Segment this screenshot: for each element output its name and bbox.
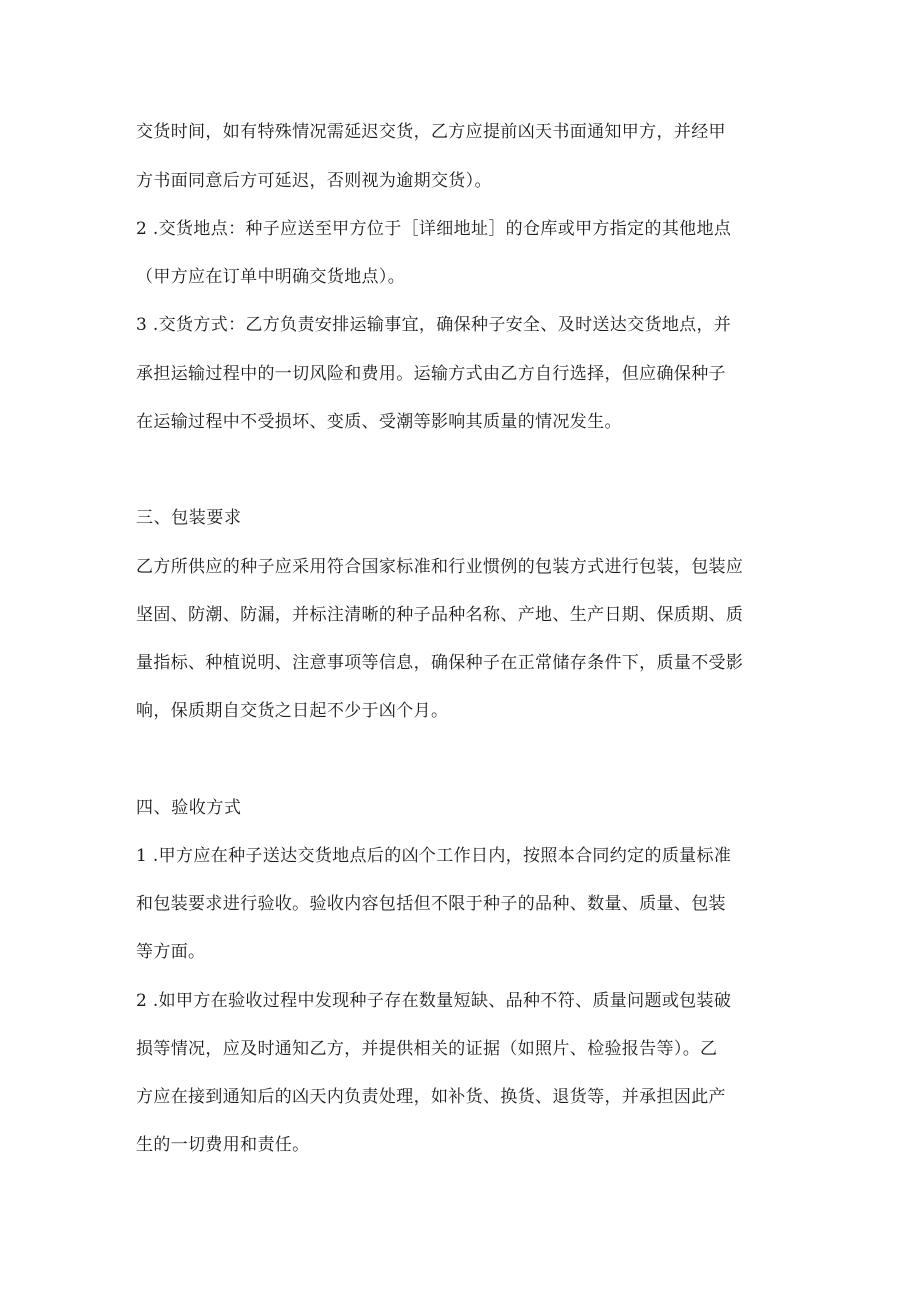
- delivery-place-line-1: 2 .交货地点：种子应送至甲方位于［详细地址］的仓库或甲方指定的其他地点: [136, 219, 732, 239]
- acceptance-item1-line-2: 和包装要求进行验收。验收内容包括但不限于种子的品种、数量、质量、包装: [136, 894, 726, 914]
- packaging-line-3: 量指标、种植说明、注意事项等信息，确保种子在正常储存条件下，质量不受影: [136, 653, 744, 673]
- delivery-method-line-3: 在运输过程中不受损坏、变质、受潮等影响其质量的情况发生。: [136, 412, 622, 432]
- intro-line-2: 方书面同意后方可延迟，否则视为逾期交货）。: [136, 171, 492, 191]
- acceptance-item1-line-1: 1 .甲方应在种子送达交货地点后的凶个工作日内，按照本合同约定的质量标准: [136, 846, 732, 866]
- section-heading-packaging: 三、包装要求: [136, 508, 242, 528]
- intro-line-1: 交货时间，如有特殊情况需延迟交货，乙方应提前凶天书面通知甲方，并经甲: [136, 122, 726, 142]
- packaging-line-1: 乙方所供应的种子应采用符合国家标准和行业惯例的包装方式进行包装，包装应: [136, 557, 744, 577]
- delivery-place-line-2: （甲方应在订单中明确交货地点）。: [136, 267, 406, 287]
- packaging-line-2: 坚固、防潮、防漏，并标注清晰的种子品种名称、产地、生产日期、保质期、质: [136, 605, 744, 625]
- acceptance-item1-line-3: 等方面。: [136, 942, 206, 962]
- delivery-method-line-2: 承担运输过程中的一切风险和费用。运输方式由乙方自行选择，但应确保种子: [136, 364, 726, 384]
- acceptance-item2-line-3: 方应在接到通知后的凶天内负责处理，如补货、换货、退货等，并承担因此产: [136, 1087, 726, 1107]
- acceptance-item2-line-4: 生的一切费用和责任。: [136, 1135, 310, 1155]
- acceptance-item2-line-1: 2 .如甲方在验收过程中发现种子存在数量短缺、品种不符、质量问题或包装破: [136, 991, 732, 1011]
- section-heading-acceptance: 四、验收方式: [136, 798, 242, 818]
- packaging-line-4: 响，保质期自交货之日起不少于凶个月。: [136, 701, 449, 721]
- acceptance-item2-line-2: 损等情况，应及时通知乙方，并提供相关的证据（如照片、检验报告等）。乙: [136, 1039, 718, 1059]
- delivery-method-line-1: 3 .交货方式：乙方负责安排运输事宜，确保种子安全、及时送达交货地点，并: [136, 315, 732, 335]
